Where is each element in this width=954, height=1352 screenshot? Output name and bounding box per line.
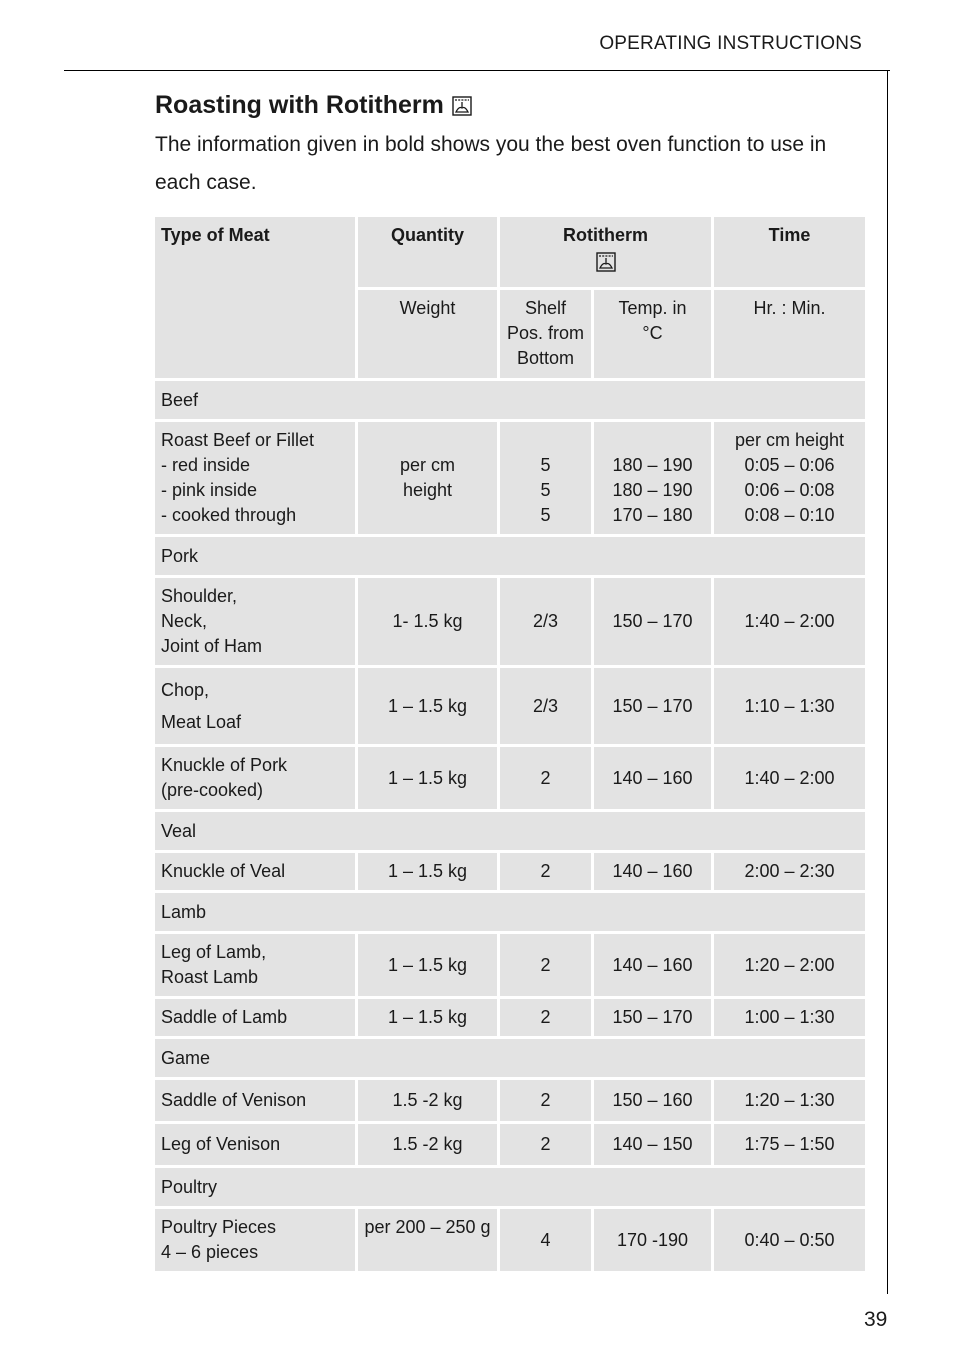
table-row [155,668,865,747]
rotitherm-icon [452,96,472,116]
col-header-type: Type of Meat [155,217,358,381]
time-cell: 0:40 – 0:50 [714,1209,865,1274]
meat-name [155,747,358,812]
roasting-table [155,217,865,1274]
header-rule [64,70,890,71]
quantity-cell: per 200 – 250 g [358,1209,500,1274]
quantity-cell: 1 – 1.5 kg [358,747,500,812]
col-subheader-hrmin: Hr. : Min. [714,290,865,381]
page-title-text: Roasting with Rotitherm [155,91,444,119]
table-row [155,1209,865,1274]
meat-name-line: Knuckle of Veal [161,861,286,881]
table-row [155,1124,865,1168]
time-cell: 1:75 – 1:50 [714,1124,865,1168]
temp-line: 170 – 180 [612,505,693,525]
temp-cell: 170 -190 [594,1209,714,1274]
table-row [155,1080,865,1124]
quantity-cell: 1 – 1.5 kg [358,934,500,999]
col-header-rotitherm-label: Rotitherm [563,225,648,245]
table-row [155,578,865,668]
quantity-cell: 1 – 1.5 kg [358,853,500,893]
col-subheader-temp [594,290,714,381]
category-beef: Beef [155,381,865,422]
meat-name-line: 4 – 6 pieces [161,1242,259,1262]
time-cell: 2:00 – 2:30 [714,853,865,893]
col-header-rotitherm [500,217,714,290]
running-header: OPERATING INSTRUCTIONS [599,33,862,54]
meat-name-line: Meat Loaf [161,712,242,732]
time-line: 0:05 – 0:06 [744,455,835,475]
margin-rule [887,70,888,1294]
shelf-cell: 2 [500,999,594,1039]
col-subheader-weight: Weight [358,290,500,381]
meat-name-line: Leg of Lamb, [161,942,267,962]
temp-cell: 150 – 170 [594,578,714,668]
temp-cell: 140 – 160 [594,853,714,893]
time-cell: 1:20 – 1:30 [714,1080,865,1124]
meat-name [155,668,358,747]
shelf-cell: 2/3 [500,668,594,747]
shelf-cell: 2 [500,1124,594,1168]
table-row [155,747,865,812]
shelf-cell [500,422,594,537]
category-pork: Pork [155,537,865,578]
meat-name-line: Joint of Ham [161,636,263,656]
category-lamb: Lamb [155,893,865,934]
shelf-line: 5 [540,480,551,500]
time-line: 0:08 – 0:10 [744,505,835,525]
shelf-cell: 2 [500,1080,594,1124]
meat-name [155,422,358,537]
temp-line: 180 – 190 [612,455,693,475]
meat-name-line: Neck, [161,611,208,631]
shelf-cell: 2/3 [500,578,594,668]
meat-name [155,1124,358,1168]
quantity-cell: 1.5 -2 kg [358,1080,500,1124]
category-game: Game [155,1039,865,1080]
time-cell: 1:40 – 2:00 [714,747,865,812]
quantity-cell: 1 – 1.5 kg [358,668,500,747]
meat-name-line: Saddle of Lamb [161,1007,288,1027]
quantity-line: per cm [399,455,455,475]
shelf-cell: 2 [500,747,594,812]
table-row [155,934,865,999]
meat-name-line: Knuckle of Pork [161,755,288,775]
quantity-cell [358,422,500,537]
meat-name-line: Roast Beef or Fillet [161,430,315,450]
meat-name-line: - cooked through [161,505,297,525]
meat-name-line: Poultry Pieces [161,1217,277,1237]
temp-cell: 140 – 150 [594,1124,714,1168]
col-header-time: Time [714,217,865,290]
time-line: 0:06 – 0:08 [744,480,835,500]
meat-name [155,1080,358,1124]
time-line: per cm height [734,430,845,450]
meat-name [155,1209,358,1274]
meat-name [155,999,358,1039]
meat-name-line: Roast Lamb [161,967,259,987]
intro-text: The information given in bold shows you the best oven function to use in each case. [155,133,827,194]
category-veal: Veal [155,812,865,853]
quantity-line: height [402,480,453,500]
temp-line: 180 – 190 [612,480,693,500]
time-cell [714,422,865,537]
meat-name-line: Chop, [161,680,210,700]
meat-name-line: (pre-cooked) [161,780,264,800]
meat-name-line: - red inside [161,455,251,475]
temp-cell: 140 – 160 [594,747,714,812]
table-row [155,422,865,537]
col-subheader-shelf: Shelf Pos. from Bottom [500,290,594,381]
time-cell: 1:10 – 1:30 [714,668,865,747]
quantity-cell: 1 – 1.5 kg [358,999,500,1039]
table-row [155,999,865,1039]
temp-cell: 150 – 160 [594,1080,714,1124]
meat-name-line: Leg of Venison [161,1134,281,1154]
temp-cell: 140 – 160 [594,934,714,999]
meat-name [155,934,358,999]
meat-name-line: - pink inside [161,480,258,500]
meat-name-line: Saddle of Venison [161,1090,307,1110]
temp-cell: 150 – 170 [594,999,714,1039]
shelf-line: 5 [540,455,551,475]
time-cell: 1:40 – 2:00 [714,578,865,668]
shelf-cell: 2 [500,934,594,999]
col-header-quantity: Quantity [358,217,500,290]
temp-cell [594,422,714,537]
category-poultry: Poultry [155,1168,865,1209]
page-title [155,91,472,120]
rotitherm-icon [596,252,616,272]
col-subheader-temp-label: Temp. in °C [618,298,687,343]
meat-name [155,578,358,668]
shelf-cell: 4 [500,1209,594,1274]
quantity-cell: 1.5 -2 kg [358,1124,500,1168]
page-number: 39 [864,1308,888,1331]
meat-name [155,853,358,893]
time-cell: 1:00 – 1:30 [714,999,865,1039]
shelf-line: 5 [540,505,551,525]
temp-cell: 150 – 170 [594,668,714,747]
time-cell: 1:20 – 2:00 [714,934,865,999]
shelf-cell: 2 [500,853,594,893]
table-row [155,853,865,893]
quantity-cell: 1- 1.5 kg [358,578,500,668]
meat-name-line: Shoulder, [161,586,238,606]
